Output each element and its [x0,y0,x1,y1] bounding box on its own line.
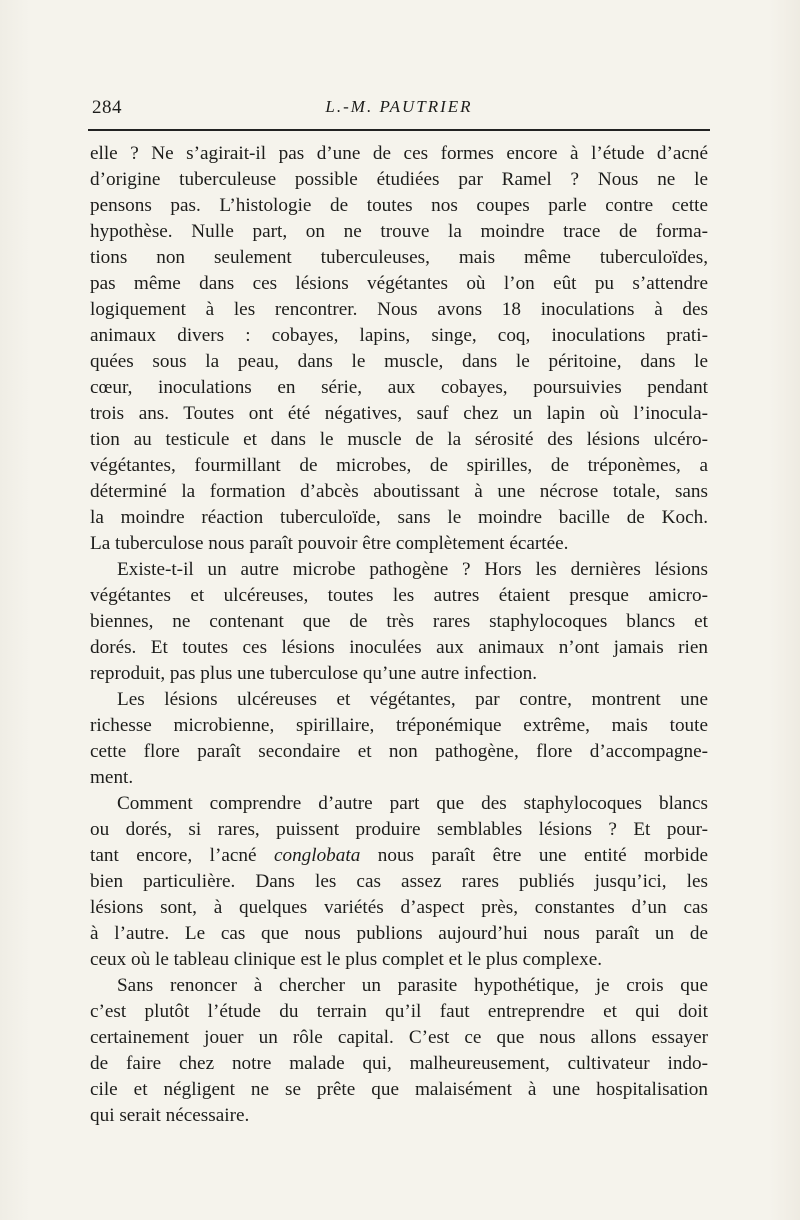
body-text [90,141,708,1129]
text-line: certainement jouer un rôle capital. C’est ce que nous allons essayer [90,1027,708,1048]
text-line: hypothèse. Nulle part, on ne trouve la moindre trace de forma- [90,221,708,242]
header-rule [88,129,710,131]
text-line: cile et négligent ne se prête que malaisément à une hospitalisation [90,1079,708,1100]
text-line: Comment comprendre d’autre part que des staphylocoques blancs [117,793,708,814]
text-line: cœur, inoculations en série, aux cobayes, poursuivies pendant [90,377,708,398]
running-head: L.-M. PAUTRIER [325,97,473,116]
text-line: de faire chez notre malade qui, malheureusement, cultivateur indo- [90,1053,708,1074]
text-line: logiquement à les rencontrer. Nous avons 18 inoculations à des [90,299,708,320]
italic-term: conglobata [273,845,361,866]
text-line: cette flore paraît secondaire et non pathogène, flore d’accompagne- [90,741,708,762]
text-line: c’est plutôt l’étude du terrain qu’il faut entreprendre et qui doit [90,1001,708,1022]
text-line: Les lésions ulcéreuses et végétantes, par contre, montrent une [117,689,708,710]
text-line: reproduit, pas plus une tuberculose qu’une autre infection. [90,663,538,684]
text-line: ceux où le tableau clinique est le plus complet et le plus complexe. [90,949,603,970]
page-number: 284 [92,97,122,118]
text-line: d’origine tuberculeuse possible étudiées par Ramel ? Nous ne le [90,169,708,190]
text-line: déterminé la formation d’abcès aboutissant à une nécrose totale, sans [90,481,708,502]
text-line: trois ans. Toutes ont été négatives, sauf chez un lapin où l’inocula- [90,403,708,424]
text-segment: nous paraît être une entité morbide [360,845,709,866]
text-segment: tant encore, l’acné [90,845,274,866]
text-line: ment. [90,767,134,788]
text-line: ou dorés, si rares, puissent produire semblables lésions ? Et pour- [90,819,708,840]
text-line: La tuberculose nous paraît pouvoir être complètement écartée. [90,533,569,554]
text-line: la moindre réaction tuberculoïde, sans le moindre bacille de Koch. [90,507,708,528]
page-header [90,97,708,123]
text-line: elle ? Ne s’agirait-il pas d’une de ces formes encore à l’étude d’acné [90,143,708,164]
text-line: biennes, ne contenant que de très rares staphylocoques blancs et [90,611,708,632]
text-line: bien particulière. Dans les cas assez rares publiés jusqu’ici, les [90,871,708,892]
text-line: à l’autre. Le cas que nous publions aujourd’hui nous paraît un de [90,923,708,944]
text-line: lésions sont, à quelques variétés d’aspect près, constantes d’un cas [90,897,708,918]
text-line: tion au testicule et dans le muscle de la sérosité des lésions ulcéro- [90,429,708,450]
text-line: richesse microbienne, spirillaire, tréponémique extrême, mais toute [90,715,708,736]
text-line: animaux divers : cobayes, lapins, singe, coq, inoculations prati- [90,325,708,346]
text-line: Sans renoncer à chercher un parasite hypothétique, je crois que [117,975,708,996]
text-line: pensons pas. L’histologie de toutes nos coupes parle contre cette [90,195,708,216]
text-line: Existe-t-il un autre microbe pathogène ? Hors les dernières lésions [117,559,708,580]
text-line: tions non seulement tuberculeuses, mais même tuberculoïdes, [90,247,708,268]
text-line [90,843,708,869]
text-line: végétantes, fourmillant de microbes, de spirilles, de tréponèmes, a [90,455,708,476]
text-line: dorés. Et toutes ces lésions inoculées aux animaux n’ont jamais rien [90,637,708,658]
text-line: pas même dans ces lésions végétantes où l’on eût pu s’attendre [90,273,708,294]
text-line: qui serait nécessaire. [90,1105,250,1126]
text-line: quées sous la peau, dans le muscle, dans le péritoine, dans le [90,351,708,372]
text-line: végétantes et ulcéreuses, toutes les autres étaient presque amicro- [90,585,708,606]
